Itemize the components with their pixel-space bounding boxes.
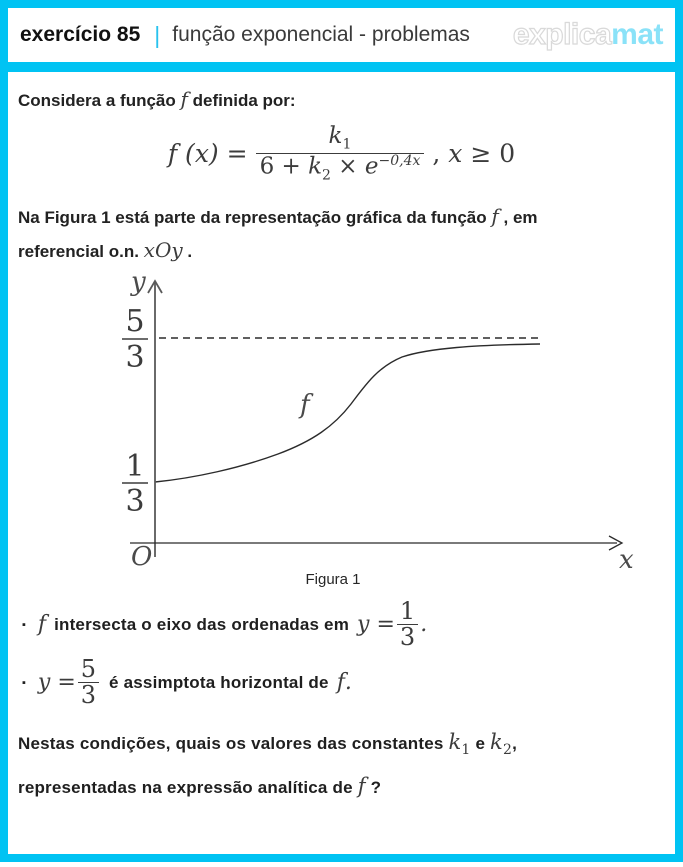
k1-base: k: [448, 729, 462, 754]
question-comma: ,: [512, 733, 518, 753]
conditions-list: [18, 598, 665, 710]
intro-line: [18, 86, 665, 114]
formula-denominator: [256, 153, 425, 184]
exercise-content: [8, 72, 675, 854]
explicamat-logo: [513, 18, 663, 52]
bullet-intercept: [18, 598, 665, 652]
denominator-exponent: −0,4x: [378, 152, 421, 169]
question-line2: [18, 768, 665, 806]
question-k1: [448, 729, 471, 758]
domain-ge-zero: ≥ 0: [462, 139, 516, 169]
bullet2-y-equals: y =: [37, 670, 76, 696]
question-mark: ?: [370, 777, 382, 797]
formula-fraction: [256, 124, 425, 184]
paragraph-xoy-symbol: xOy: [143, 237, 183, 262]
denominator-sub: 2: [322, 167, 331, 184]
denominator-lead: 6 +: [259, 153, 309, 180]
bullet1-y-equals: y =: [357, 612, 395, 638]
denominator-e: e: [364, 153, 379, 180]
denominator-k: k: [308, 153, 323, 180]
bullet1-fraction-den: 3: [397, 624, 418, 650]
k2-sub: 2: [502, 741, 513, 758]
question-line1: [18, 724, 665, 768]
figure-paragraph: [18, 200, 665, 268]
paragraph-line1-post: , em: [503, 207, 538, 227]
domain-comma: ,: [432, 139, 449, 169]
asymptote-denominator: 3: [125, 339, 145, 375]
logo-part-mat: mat: [611, 18, 663, 51]
paragraph-line2-period: .: [187, 241, 193, 261]
exercise-title: exercício 85: [20, 23, 141, 46]
function-graph: [115, 270, 660, 594]
bullet2-fraction-num: 5: [80, 654, 97, 683]
figure-paragraph-line1: [18, 200, 665, 234]
question-f-symbol: f: [357, 773, 366, 798]
bullet2-text: é assimptota horizontal de: [109, 672, 329, 692]
numerator-k: k: [328, 123, 343, 149]
bullet2-fraction: [78, 654, 99, 710]
figure-1: [18, 270, 665, 594]
header-bar: [8, 8, 675, 62]
bullet1-period: .: [420, 612, 428, 638]
bullet1-fraction-num: 1: [399, 596, 416, 625]
bullet1-f-symbol: f: [37, 612, 47, 638]
k1-sub: 1: [461, 741, 471, 758]
intercept-denominator: 3: [125, 483, 145, 519]
numerator-sub: 1: [342, 136, 352, 153]
denominator-times: ×: [330, 153, 365, 180]
intro-text-pre: Considera a função: [18, 91, 176, 110]
bullet-square-icon: ▪: [22, 618, 26, 631]
question-conjunction: e: [475, 733, 486, 753]
bullet1-fraction: [397, 596, 418, 652]
bullet2-period: .: [344, 670, 352, 696]
paragraph-f-symbol: f: [491, 203, 499, 228]
bullet-square-icon: ▪: [22, 676, 26, 689]
k2-base: k: [490, 729, 503, 754]
question-line2-text: representadas na expressão analítica de: [18, 777, 353, 797]
y-axis-label: y: [131, 269, 146, 297]
paragraph-line2-text: referencial o.n.: [18, 241, 139, 261]
question-line1-text: Nestas condições, quais os valores das constantes: [18, 733, 444, 753]
header-divider: |: [154, 21, 161, 48]
figure-paragraph-line2: [18, 234, 665, 268]
intercept-numerator: 1: [125, 448, 145, 484]
function-curve: [155, 344, 540, 482]
logo-part-explica: explica: [512, 18, 612, 51]
function-symbol-f: f: [180, 87, 188, 111]
bullet2-f-symbol: f: [336, 670, 345, 696]
origin-label: O: [131, 541, 153, 572]
bullet-asymptote: [18, 656, 665, 710]
figure-caption: Figura 1: [305, 570, 361, 588]
domain-x: x: [448, 139, 463, 169]
x-axis-label: x: [619, 544, 634, 575]
asymptote-numerator: 5: [125, 303, 145, 339]
paragraph-line1-text: Na Figura 1 está parte da representação gráfica da função: [18, 207, 487, 227]
intro-text-post: definida por:: [192, 91, 296, 110]
question-block: [18, 724, 665, 806]
exercise-topic: função exponencial - problemas: [172, 23, 470, 46]
formula-lhs: f (x) =: [167, 139, 248, 169]
curve-label-f: f: [300, 389, 310, 420]
function-formula: [18, 124, 665, 184]
question-k2: [490, 729, 513, 758]
formula-domain: [432, 139, 515, 168]
bullet2-fraction-den: 3: [78, 682, 99, 708]
bullet1-text: intersecta o eixo das ordenadas em: [54, 614, 350, 634]
formula-numerator: [325, 124, 356, 153]
